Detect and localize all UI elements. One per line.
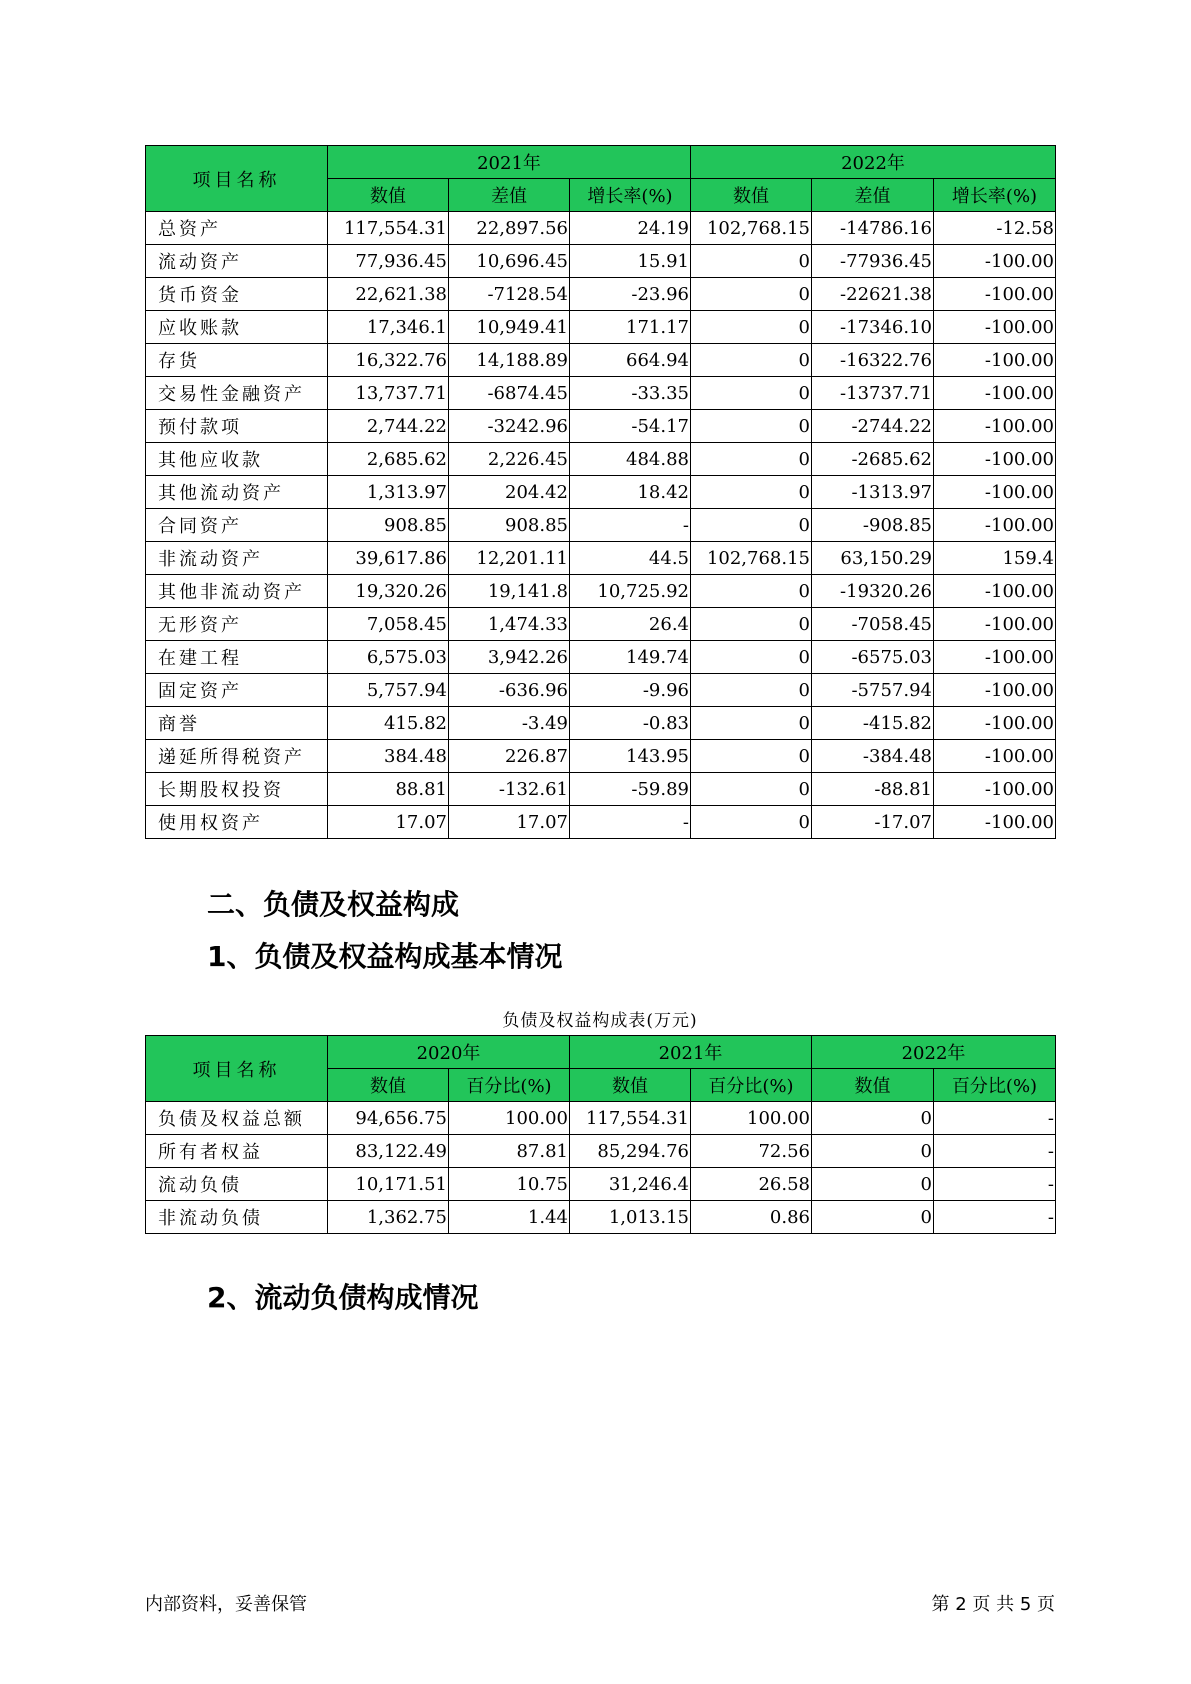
header-sub: 数值: [812, 1069, 934, 1102]
table-cell: 0: [812, 1168, 934, 1201]
table-cell: -384.48: [812, 740, 934, 773]
table-cell: 0: [691, 575, 812, 608]
table-cell: 1,013.15: [570, 1201, 691, 1234]
row-label: 递延所得税资产: [146, 740, 328, 773]
table-cell: 16,322.76: [328, 344, 449, 377]
table-cell: 10,171.51: [328, 1168, 449, 1201]
header-sub: 差值: [812, 179, 934, 212]
table-cell: -908.85: [812, 509, 934, 542]
table-cell: 10,725.92: [570, 575, 691, 608]
header-item-name: 项目名称: [146, 1036, 328, 1102]
table-cell: -100.00: [934, 377, 1056, 410]
table-cell: 0: [691, 773, 812, 806]
table-cell: 0: [691, 410, 812, 443]
table-cell: 88.81: [328, 773, 449, 806]
table-cell: 1,313.97: [328, 476, 449, 509]
row-label: 其他流动资产: [146, 476, 328, 509]
header-sub: 百分比(%): [449, 1069, 570, 1102]
row-label: 使用权资产: [146, 806, 328, 839]
table-cell: 2,685.62: [328, 443, 449, 476]
table-cell: 149.74: [570, 641, 691, 674]
table-cell: 13,737.71: [328, 377, 449, 410]
table-cell: -100.00: [934, 674, 1056, 707]
table-cell: -100.00: [934, 707, 1056, 740]
table-cell: -132.61: [449, 773, 570, 806]
row-label: 无形资产: [146, 608, 328, 641]
table-cell: -1313.97: [812, 476, 934, 509]
table-cell: -59.89: [570, 773, 691, 806]
table-cell: -2744.22: [812, 410, 934, 443]
subsection-title: 2、流动负债构成情况: [207, 1281, 479, 1314]
table-row: [146, 608, 1056, 641]
table-cell: -100.00: [934, 608, 1056, 641]
table-cell: 26.58: [691, 1168, 812, 1201]
table-cell: 44.5: [570, 542, 691, 575]
table-cell: -19320.26: [812, 575, 934, 608]
table-row: [146, 245, 1056, 278]
table-header-row: [146, 1036, 1056, 1069]
table-cell: 94,656.75: [328, 1102, 449, 1135]
table-cell: 0: [812, 1201, 934, 1234]
table-row: [146, 344, 1056, 377]
table-cell: 18.42: [570, 476, 691, 509]
header-year: 2022年: [812, 1036, 1056, 1069]
table-cell: -9.96: [570, 674, 691, 707]
row-label: 其他应收款: [146, 443, 328, 476]
table-cell: 0: [691, 245, 812, 278]
table-row: [146, 806, 1056, 839]
table-cell: -7058.45: [812, 608, 934, 641]
row-label: 合同资产: [146, 509, 328, 542]
table-cell: -100.00: [934, 773, 1056, 806]
table-cell: 24.19: [570, 212, 691, 245]
header-sub: 百分比(%): [691, 1069, 812, 1102]
row-label: 其他非流动资产: [146, 575, 328, 608]
table-cell: -100.00: [934, 806, 1056, 839]
table-row: [146, 410, 1056, 443]
table-cell: 204.42: [449, 476, 570, 509]
table-row: [146, 476, 1056, 509]
header-year: 2020年: [328, 1036, 570, 1069]
table-cell: 15.91: [570, 245, 691, 278]
table-cell: 10,949.41: [449, 311, 570, 344]
asset-table: [145, 145, 1056, 839]
table-cell: 22,621.38: [328, 278, 449, 311]
table-cell: -100.00: [934, 311, 1056, 344]
table-cell: -6874.45: [449, 377, 570, 410]
table-cell: -14786.16: [812, 212, 934, 245]
table-cell: 484.88: [570, 443, 691, 476]
footer-confidential-note: 内部资料，妥善保管: [145, 1594, 307, 1615]
table-cell: 72.56: [691, 1135, 812, 1168]
table-cell: 102,768.15: [691, 542, 812, 575]
table-cell: 117,554.31: [570, 1102, 691, 1135]
table-cell: 1,362.75: [328, 1201, 449, 1234]
table-cell: -: [934, 1201, 1056, 1234]
header-year: 2021年: [570, 1036, 812, 1069]
table-header-row: [146, 146, 1056, 179]
table-cell: -5757.94: [812, 674, 934, 707]
table-caption: 负债及权益构成表(万元): [502, 1011, 698, 1031]
table-cell: 19,141.8: [449, 575, 570, 608]
table-cell: 39,617.86: [328, 542, 449, 575]
table-cell: -13737.71: [812, 377, 934, 410]
table-cell: -100.00: [934, 344, 1056, 377]
table-cell: 171.17: [570, 311, 691, 344]
table-cell: 0: [812, 1102, 934, 1135]
table-cell: 77,936.45: [328, 245, 449, 278]
table-cell: -636.96: [449, 674, 570, 707]
table-cell: -100.00: [934, 509, 1056, 542]
header-sub: 数值: [570, 1069, 691, 1102]
table-cell: 5,757.94: [328, 674, 449, 707]
table-row: [146, 542, 1056, 575]
table-cell: -12.58: [934, 212, 1056, 245]
table-cell: -100.00: [934, 641, 1056, 674]
table-cell: -17346.10: [812, 311, 934, 344]
table-cell: 159.4: [934, 542, 1056, 575]
table-cell: 17,346.1: [328, 311, 449, 344]
table-cell: 0: [691, 641, 812, 674]
table-cell: -33.35: [570, 377, 691, 410]
table-cell: 415.82: [328, 707, 449, 740]
table-cell: 22,897.56: [449, 212, 570, 245]
table-cell: 226.87: [449, 740, 570, 773]
header-sub: 数值: [328, 179, 449, 212]
table-cell: -23.96: [570, 278, 691, 311]
table-cell: -0.83: [570, 707, 691, 740]
table-cell: 31,246.4: [570, 1168, 691, 1201]
table-cell: 17.07: [449, 806, 570, 839]
table-cell: 17.07: [328, 806, 449, 839]
header-year: 2021年: [328, 146, 691, 179]
table-cell: -100.00: [934, 410, 1056, 443]
table-cell: 63,150.29: [812, 542, 934, 575]
row-label: 非流动资产: [146, 542, 328, 575]
table-cell: 10,696.45: [449, 245, 570, 278]
table-cell: -2685.62: [812, 443, 934, 476]
header-sub: 数值: [691, 179, 812, 212]
table-cell: 102,768.15: [691, 212, 812, 245]
table-cell: -88.81: [812, 773, 934, 806]
table-row: [146, 575, 1056, 608]
table-cell: -17.07: [812, 806, 934, 839]
row-label: 预付款项: [146, 410, 328, 443]
table-cell: 26.4: [570, 608, 691, 641]
table-cell: -: [934, 1168, 1056, 1201]
liability-table: [145, 1035, 1056, 1234]
header-year: 2022年: [691, 146, 1056, 179]
header-item-name: 项目名称: [146, 146, 328, 212]
table-cell: 0: [691, 509, 812, 542]
table-cell: 908.85: [328, 509, 449, 542]
row-label: 流动资产: [146, 245, 328, 278]
table-cell: -: [570, 806, 691, 839]
table-cell: 908.85: [449, 509, 570, 542]
table-cell: -100.00: [934, 245, 1056, 278]
table-row: [146, 377, 1056, 410]
table-cell: -3242.96: [449, 410, 570, 443]
table-row: [146, 1102, 1056, 1135]
table-cell: 3,942.26: [449, 641, 570, 674]
table-cell: -: [934, 1102, 1056, 1135]
table-cell: 0: [691, 344, 812, 377]
row-label: 流动负债: [146, 1168, 328, 1201]
table-cell: -3.49: [449, 707, 570, 740]
row-label: 非流动负债: [146, 1201, 328, 1234]
row-label: 所有者权益: [146, 1135, 328, 1168]
table-row: [146, 1168, 1056, 1201]
row-label: 交易性金融资产: [146, 377, 328, 410]
table-cell: 0: [691, 806, 812, 839]
row-label: 总资产: [146, 212, 328, 245]
table-cell: 117,554.31: [328, 212, 449, 245]
table-cell: 83,122.49: [328, 1135, 449, 1168]
table-cell: 0: [691, 707, 812, 740]
table-cell: 85,294.76: [570, 1135, 691, 1168]
header-sub: 数值: [328, 1069, 449, 1102]
table-row: [146, 674, 1056, 707]
table-cell: 0: [691, 443, 812, 476]
section-title: 二、负债及权益构成: [207, 888, 460, 921]
table-cell: 0: [691, 278, 812, 311]
row-label: 负债及权益总额: [146, 1102, 328, 1135]
table-cell: 100.00: [449, 1102, 570, 1135]
table-cell: 0: [691, 311, 812, 344]
table-cell: 7,058.45: [328, 608, 449, 641]
table-cell: 1,474.33: [449, 608, 570, 641]
table-row: [146, 278, 1056, 311]
table-cell: -100.00: [934, 278, 1056, 311]
table-cell: -100.00: [934, 740, 1056, 773]
table-row: [146, 443, 1056, 476]
table-row: [146, 509, 1056, 542]
table-cell: 87.81: [449, 1135, 570, 1168]
table-cell: 0.86: [691, 1201, 812, 1234]
table-cell: 0: [812, 1135, 934, 1168]
table-cell: 6,575.03: [328, 641, 449, 674]
table-cell: 384.48: [328, 740, 449, 773]
table-cell: -77936.45: [812, 245, 934, 278]
table-cell: -7128.54: [449, 278, 570, 311]
table-cell: 2,226.45: [449, 443, 570, 476]
subsection-title: 1、负债及权益构成基本情况: [207, 940, 563, 973]
header-sub: 增长率(%): [934, 179, 1056, 212]
row-label: 应收账款: [146, 311, 328, 344]
table-row: [146, 641, 1056, 674]
table-cell: 1.44: [449, 1201, 570, 1234]
table-cell: 664.94: [570, 344, 691, 377]
row-label: 固定资产: [146, 674, 328, 707]
row-label: 货币资金: [146, 278, 328, 311]
table-cell: 2,744.22: [328, 410, 449, 443]
table-row: [146, 773, 1056, 806]
table-cell: -: [934, 1135, 1056, 1168]
table-cell: -54.17: [570, 410, 691, 443]
table-row: [146, 740, 1056, 773]
table-cell: -100.00: [934, 476, 1056, 509]
table-row: [146, 1201, 1056, 1234]
footer-page-number: 第 2 页 共 5 页: [931, 1594, 1055, 1615]
table-row: [146, 311, 1056, 344]
table-cell: 12,201.11: [449, 542, 570, 575]
table-cell: -100.00: [934, 575, 1056, 608]
row-label: 存货: [146, 344, 328, 377]
table-cell: 0: [691, 740, 812, 773]
table-cell: 14,188.89: [449, 344, 570, 377]
table-cell: -22621.38: [812, 278, 934, 311]
row-label: 在建工程: [146, 641, 328, 674]
table-cell: -: [570, 509, 691, 542]
table-cell: 0: [691, 476, 812, 509]
row-label: 长期股权投资: [146, 773, 328, 806]
table-cell: -415.82: [812, 707, 934, 740]
header-sub: 百分比(%): [934, 1069, 1056, 1102]
table-cell: 10.75: [449, 1168, 570, 1201]
row-label: 商誉: [146, 707, 328, 740]
header-sub: 差值: [449, 179, 570, 212]
table-cell: 0: [691, 377, 812, 410]
header-sub: 增长率(%): [570, 179, 691, 212]
table-cell: 0: [691, 608, 812, 641]
table-cell: -100.00: [934, 443, 1056, 476]
table-cell: 100.00: [691, 1102, 812, 1135]
table-cell: 0: [691, 674, 812, 707]
table-cell: -6575.03: [812, 641, 934, 674]
table-row: [146, 707, 1056, 740]
table-row: [146, 1135, 1056, 1168]
table-cell: -16322.76: [812, 344, 934, 377]
table-cell: 143.95: [570, 740, 691, 773]
table-cell: 19,320.26: [328, 575, 449, 608]
table-row: [146, 212, 1056, 245]
